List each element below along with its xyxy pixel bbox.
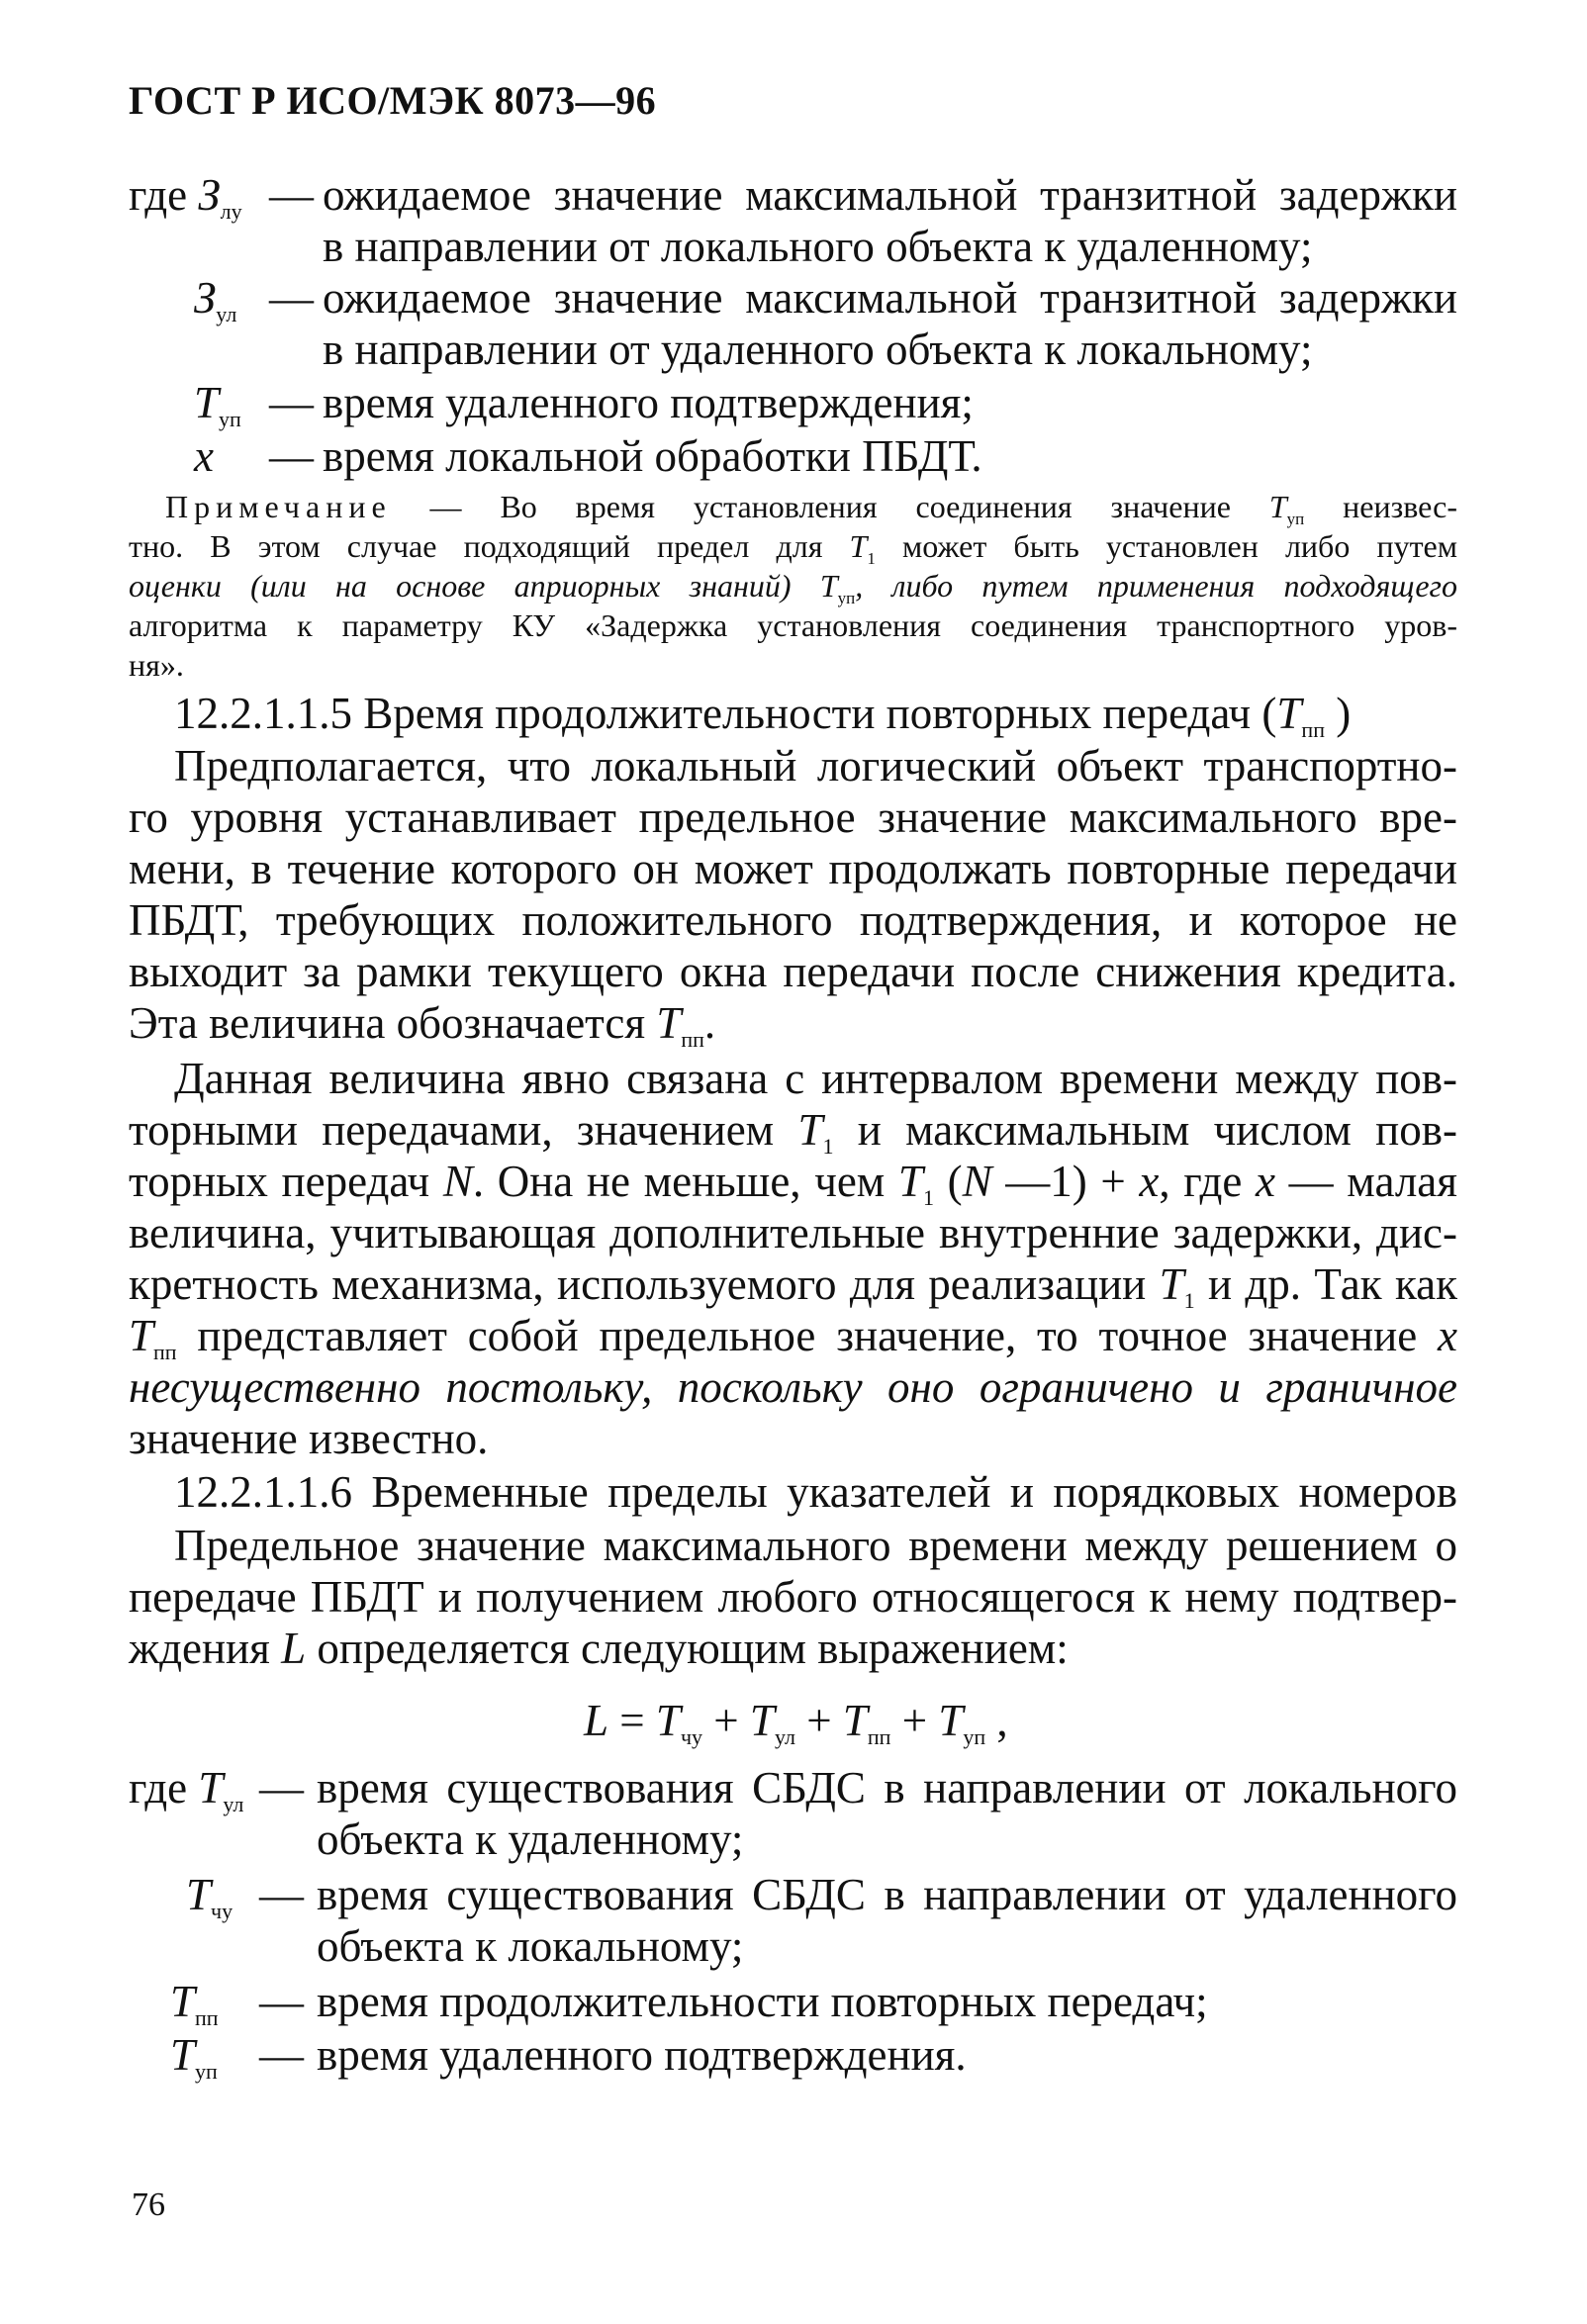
def-text: объекта к удаленному;: [317, 1814, 744, 1864]
def-label-tup: $Т_{уп}$: [194, 378, 241, 431]
note-label: Примечание: [165, 489, 392, 524]
def-text: ожидаемое значение максимальной транзитной задержки: [323, 273, 1457, 323]
def-text: время удаленного подтверждения.: [317, 2030, 967, 2080]
def-text: время продолжительности повторных передач;: [317, 1977, 1208, 2026]
paragraph-line: ПБДТ, требующих положительного подтверждения, и которое не: [129, 895, 1457, 945]
def-text: время локальной обработки ПБДТ.: [323, 431, 982, 481]
paragraph-line: ждения L определяется следующим выражением:: [129, 1624, 1069, 1673]
page-number: 76: [132, 2186, 165, 2223]
formula: $L = Т_{чу} + Т_{ул} + Т_{пп} + Т_{уп}$ ,: [584, 1696, 1008, 1749]
def-label-tpp: $Т_{пп}$: [170, 1977, 219, 2030]
paragraph-line: несущественно постольку, поскольку оно ограничено и граничное: [129, 1362, 1457, 1412]
def-text: объекта к локальному;: [317, 1921, 744, 1971]
paragraph-line: Предельное значение максимального времени между решением о: [174, 1521, 1457, 1570]
def-text: в направлении от удаленного объекта к локальному;: [323, 325, 1313, 374]
def-text: время существования СБДС в направлении от удаленного: [317, 1870, 1457, 1919]
paragraph-line: значение известно.: [129, 1414, 489, 1463]
document-header: ГОСТ Р ИСО/МЭК 8073—96: [129, 78, 657, 123]
def-dash: —: [259, 1763, 304, 1813]
paragraph-line: кретность механизма, используемого для реализации $Т_1$ и др. Так как: [129, 1259, 1457, 1313]
paragraph-line: торными передачами, значением $Т_1$ и максимальным числом пов-: [129, 1105, 1457, 1159]
paragraph-line: выходит за рамки текущего окна передачи после снижения кредита.: [129, 947, 1457, 996]
def-text: в направлении от локального объекта к удаленному;: [323, 222, 1313, 271]
def-dash: —: [269, 431, 314, 481]
paragraph-line: мени, в течение которого он может продолжать повторные передачи: [129, 844, 1457, 893]
def-dash: —: [269, 273, 314, 323]
def-dash: —: [259, 2030, 304, 2080]
paragraph-line: го уровня устанавливает предельное значение максимального вре-: [129, 792, 1457, 842]
note-line: тно. В этом случае подходящий предел для $Т_1$ может быть установлен либо путем: [129, 528, 1458, 568]
def-label-tup: $Т_{уп}$: [170, 2030, 218, 2084]
note-line: Примечание — Во время установления соединения значение $Т_{уп}$ неизвес-: [165, 489, 1458, 528]
def-text: время удаленного подтверждения;: [323, 378, 974, 427]
def-label-x: x: [194, 431, 214, 481]
note-line: ня».: [129, 647, 184, 683]
section-heading-12-2-1-1-5: 12.2.1.1.5 Время продолжительности повторных передач ($Т_{пп}$ ): [174, 689, 1352, 742]
paragraph-line: величина, учитывающая дополнительные внутренние задержки, дис-: [129, 1208, 1457, 1257]
paragraph-line: передаче ПБДТ и получением любого относящегося к нему подтвер-: [129, 1572, 1457, 1622]
note-line: оценки (или на основе априорных знаний) $Т_{уп}$, либо путем применения подходящего: [129, 568, 1458, 607]
def-text: ожидаемое значение максимальной транзитной задержки: [323, 170, 1457, 220]
def-dash: —: [269, 170, 314, 220]
def-dash: —: [269, 378, 314, 427]
def-label-tul: где $Т_{ул}$: [129, 1763, 244, 1816]
paragraph-line: торных передач N. Она не меньше, чем $Т_1$ (N —1) + x, где x — малая: [129, 1157, 1457, 1210]
paragraph-line: Предполагается, что локальный логический объект транспортно-: [174, 741, 1457, 790]
def-label-zlu: где $З_{лу}$: [129, 170, 242, 224]
def-text: время существования СБДС в направлении от локального: [317, 1763, 1457, 1813]
def-label-tchu: $Т_{чу}$: [186, 1870, 233, 1923]
def-dash: —: [259, 1977, 304, 2026]
def-dash: —: [259, 1870, 304, 1919]
def-label-zul: $З_{ул}$: [194, 273, 237, 326]
paragraph-line: Данная величина явно связана с интервалом времени между пов-: [174, 1054, 1457, 1103]
paragraph-line: Эта величина обозначается $Т_{пп}$.: [129, 998, 716, 1052]
section-heading-12-2-1-1-6: 12.2.1.1.6 Временные пределы указателей и порядковых номеров: [174, 1467, 1457, 1517]
paragraph-line: $Т_{пп}$ представляет собой предельное значение, то точное значение x: [129, 1311, 1457, 1364]
note-line: алгоритма к параметру КУ «Задержка установления соединения транспортного уров-: [129, 607, 1457, 643]
